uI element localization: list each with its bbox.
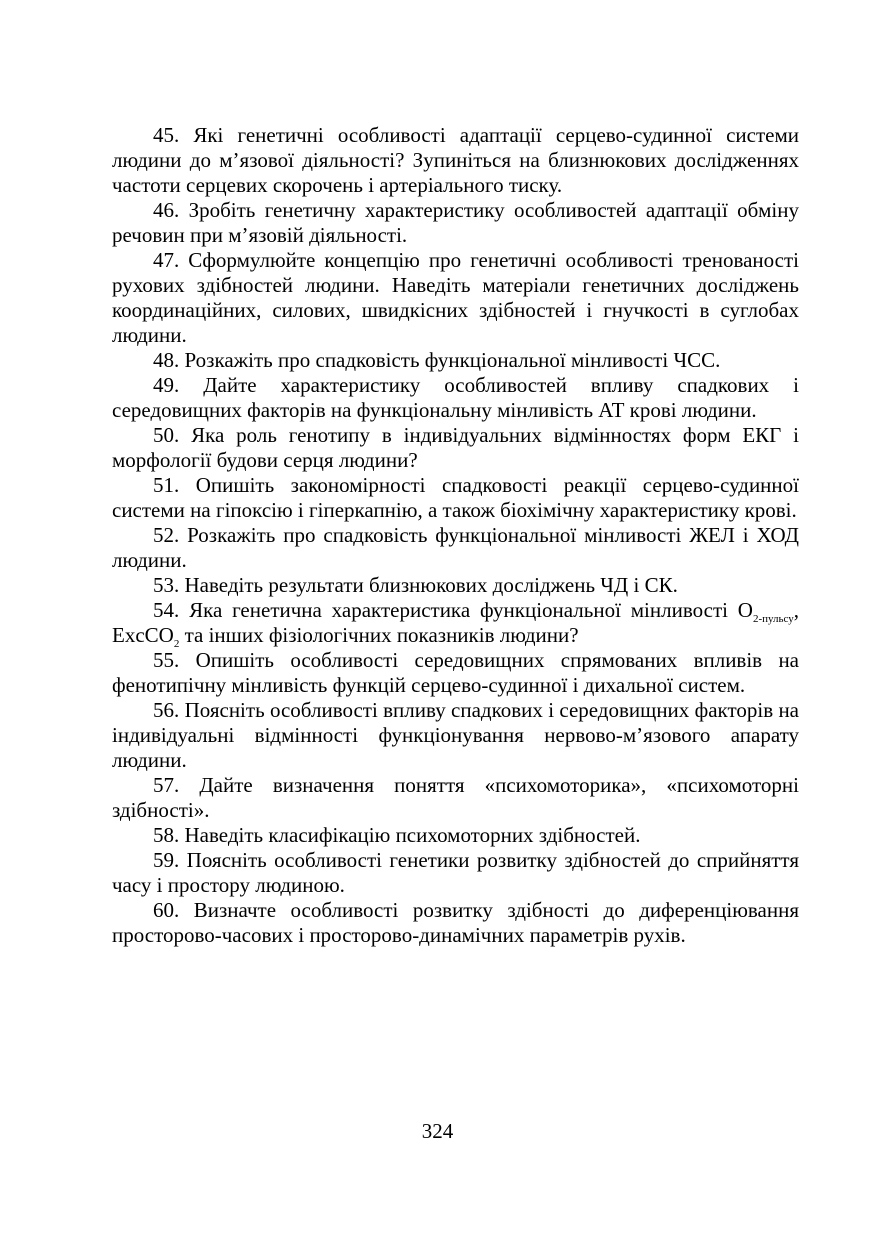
question-50: 50. Яка роль генотипу в індивідуальних відмінностях форм ЕКГ і морфології будови серця людини? bbox=[112, 423, 799, 472]
question-48: 48. Розкажіть про спадковість функціональної мінливості ЧСС. bbox=[153, 348, 721, 372]
question-54-subscript-2: 2 bbox=[173, 638, 180, 651]
question-45: 45. Які генетичні особливості адаптації серцево-судинної системи людини до м’язової діяльності? Зупиніться на близнюкових дослідженнях частоти серцевих скорочень і артеріального тиску. bbox=[112, 123, 799, 197]
question-52: 52. Розкажіть про спадковість функціональної мінливості ЖЕЛ і ХОД людини. bbox=[112, 523, 799, 572]
question-54-part-a: 54. Яка генетична характеристика функціональної мінливості О bbox=[153, 598, 753, 622]
question-60: 60. Визначте особливості розвитку здібності до диференціювання просторово-часових і просторово-динамічних параметрів рухів. bbox=[112, 898, 799, 947]
question-54-part-c: та інших фізіологічних показників людини? bbox=[179, 623, 579, 647]
question-46: 46. Зробіть генетичну характеристику особливостей адаптації обміну речовин при м’язовій діяльності. bbox=[112, 198, 799, 247]
question-57: 57. Дайте визначення поняття «психомоторика», «психомоторні здібності». bbox=[112, 773, 799, 822]
question-51: 51. Опишіть закономірності спадковості реакції серцево-судинної системи на гіпоксію і гіперкапнію, а також біохімічну характеристику крові. bbox=[112, 473, 799, 522]
question-49: 49. Дайте характеристику особливостей впливу спадкових і середовищних факторів на функціональну мінливість АТ крові людини. bbox=[112, 373, 799, 422]
question-56: 56. Поясніть особливості впливу спадкових і середовищних факторів на індивідуальні відмінності функціонування нервово-м’язового апарату людини. bbox=[112, 698, 799, 772]
question-55: 55. Опишіть особливості середовищних спрямованих впливів на фенотипічну мінливість функцій серцево-судинної і дихальної систем. bbox=[112, 648, 799, 697]
question-list bbox=[112, 123, 799, 948]
question-47: 47. Сформулюйте концепцію про генетичні особливості тренованості рухових здібностей людини. Наведіть матеріали генетичних досліджень координаційних, силових, швидкісних здібностей і гнучкості в суглобах людини. bbox=[112, 248, 799, 347]
question-58: 58. Наведіть класифікацію психомоторних здібностей. bbox=[153, 823, 641, 847]
question-54-part-b: , ЕxcCO bbox=[112, 598, 799, 647]
question-59: 59. Поясніть особливості генетики розвитку здібностей до сприйняття часу і простору людиною. bbox=[112, 848, 799, 897]
question-54 bbox=[112, 598, 799, 651]
question-54-subscript-pulse: 2-пульсу bbox=[752, 613, 794, 626]
page-number: 324 bbox=[421, 1119, 454, 1143]
question-53: 53. Наведіть результати близнюкових досліджень ЧД і СК. bbox=[153, 573, 678, 597]
